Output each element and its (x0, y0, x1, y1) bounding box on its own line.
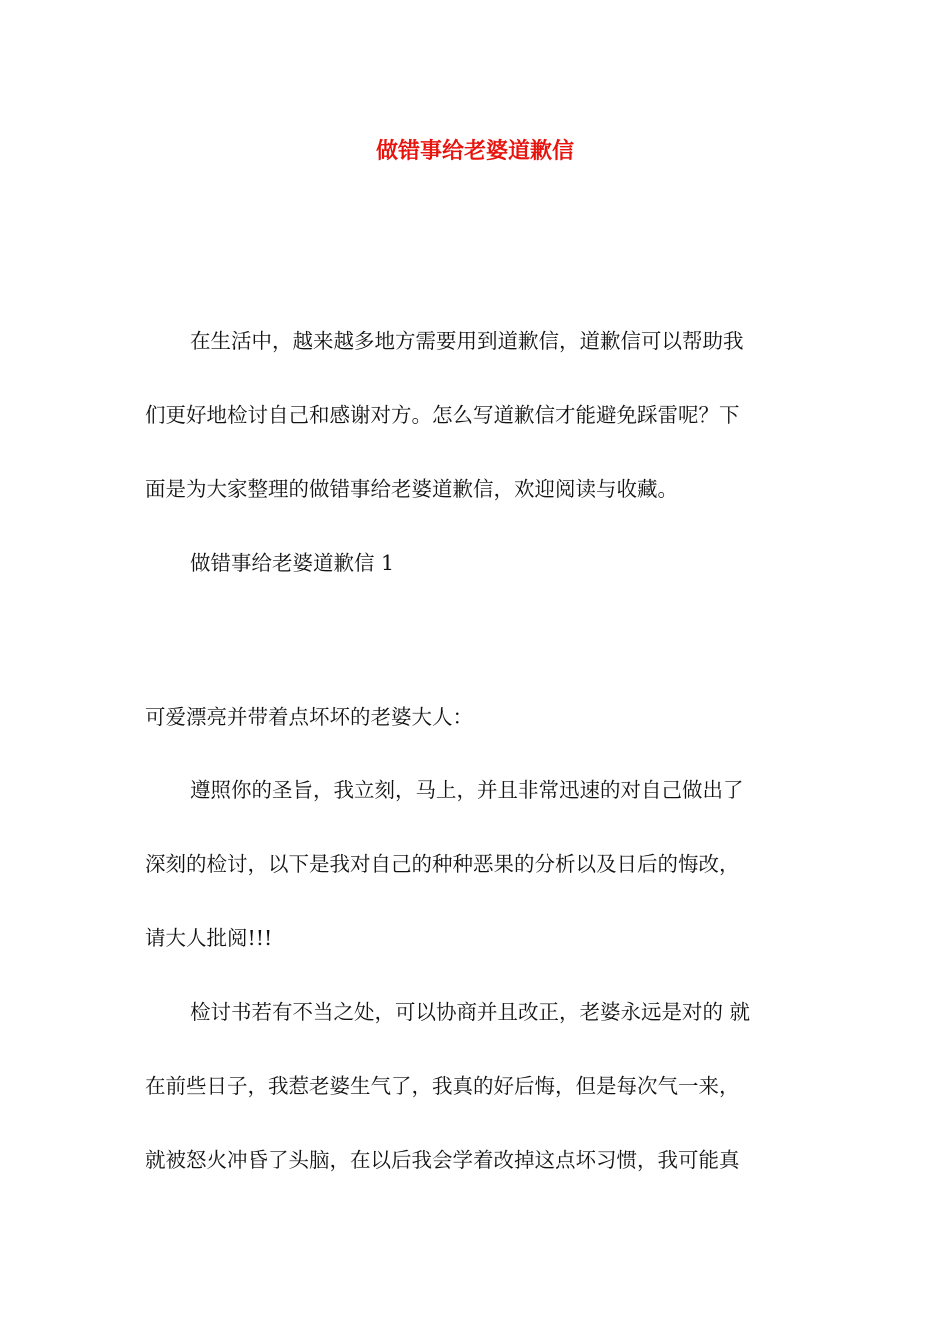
section-heading: 做错事给老婆道歉信 1 (190, 551, 395, 575)
document-title: 做错事给老婆道歉信 (375, 138, 574, 164)
paragraph-line: 请大人批阅!!! (145, 926, 273, 950)
salutation: 可爱漂亮并带着点坏坏的老婆大人： (145, 705, 473, 729)
paragraph-line: 在生活中，越来越多地方需要用到道歉信，道歉信可以帮助我 (190, 329, 744, 353)
paragraph-line: 就被怒火冲昏了头脑，在以后我会学着改掉这点坏习惯，我可能真 (145, 1148, 740, 1172)
paragraph-line: 检讨书若有不当之处，可以协商并且改正，老婆永远是对的 就 (190, 1000, 751, 1024)
paragraph-line: 们更好地检讨自己和感谢对方。怎么写道歉信才能避免踩雷呢？下 (145, 403, 740, 427)
paragraph-line: 在前些日子，我惹老婆生气了，我真的好后悔，但是每次气一来， (145, 1074, 740, 1098)
paragraph-line: 面是为大家整理的做错事给老婆道歉信，欢迎阅读与收藏。 (145, 477, 678, 501)
paragraph-line: 遵照你的圣旨，我立刻，马上，并且非常迅速的对自己做出了 (190, 778, 744, 802)
paragraph-line: 深刻的检讨，以下是我对自己的种种恶果的分析以及日后的悔改， (145, 852, 740, 876)
